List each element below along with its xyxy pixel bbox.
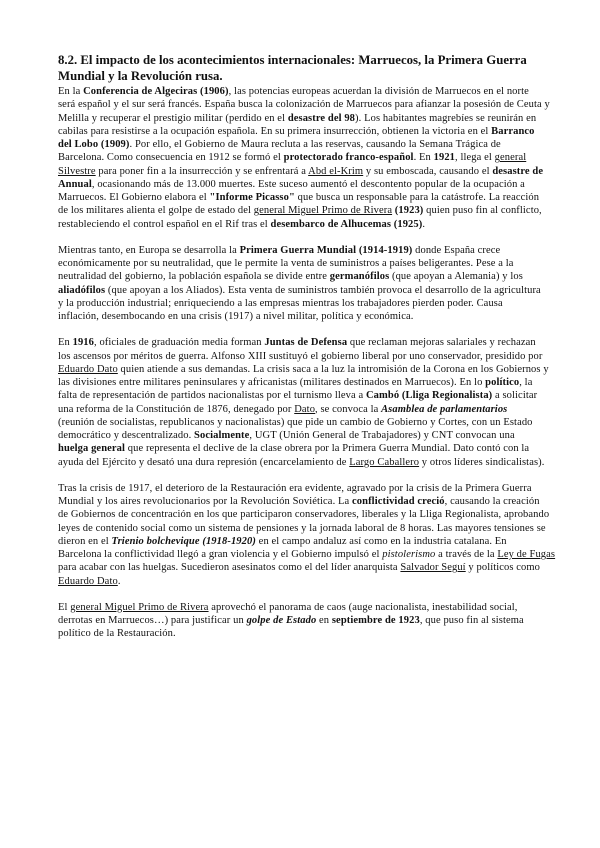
text-run: leyes de contenido social como un sistema de pensiones y la jornada laboral de 8 horas. Las mayores tensiones se	[58, 522, 546, 534]
bold-term: desembarco de Alhucemas (1925)	[270, 218, 423, 230]
text-run: restableciendo el control español en el Rif tras el	[58, 218, 271, 230]
text-run: En la	[58, 86, 84, 97]
bold-term: 1921	[433, 152, 456, 164]
text-run: para acabar con las huelgas. Sucedieron asesinatos como el del líder anarquista	[58, 562, 401, 574]
bold-term: Cambó (Lliga Regionalista)	[366, 390, 493, 402]
text-line	[58, 310, 558, 323]
text-run: Mundial y los aires revolucionarios por la Revolución Soviética. La	[58, 496, 353, 507]
bold-term: "Informe Picasso"	[209, 192, 295, 203]
text-line	[58, 125, 558, 138]
text-line	[58, 495, 558, 508]
paragraph	[58, 244, 558, 324]
text-run: . Por ello, el Gobierno de Maura recluta a las reservas, causando la Semana Trágica de	[129, 139, 501, 150]
underlined-name: Largo Caballero	[349, 456, 420, 468]
bold-term: Primera Guerra Mundial (1914-1919)	[239, 244, 413, 256]
text-run: Tras la crisis de 1917, el deterioro de la Restauración era evidente, agravado por la crisis de la Primera Guerra	[58, 482, 532, 494]
text-run: que representa el declive de la clase obrera por la Primera Guerra Mundial. Dato contó con la	[125, 443, 530, 455]
text-run: neutralidad del gobierno, la población española se divide entre	[58, 271, 330, 283]
text-run: , UGT (Unión General de Trabajadores) y CNT convocan una	[249, 430, 515, 441]
underlined-name: Ley de Fugas	[497, 549, 556, 560]
bold-term: huelga general	[58, 443, 126, 455]
bold-italic-term: Asamblea de parlamentarios	[381, 403, 508, 415]
text-run: ayuda del Ejército y desató una dura represión (encarcelamiento de	[58, 456, 350, 468]
text-line	[58, 244, 558, 257]
bold-term: germanófilos	[329, 271, 390, 283]
text-run: , se convoca la	[315, 403, 382, 415]
text-run: y políticos como	[465, 562, 541, 574]
bold-term: conflictividad creció	[352, 496, 445, 507]
underlined-name: Silvestre	[58, 165, 96, 177]
bold-term: desastre del 98	[287, 112, 356, 124]
text-run: aprovechó el panorama de caos (auge nacionalista, inestabilidad social,	[208, 601, 518, 613]
text-run: Mientras tanto, en Europa se desarrolla la	[58, 244, 240, 256]
text-run: y su emboscada, causando el	[363, 165, 493, 177]
document-body	[58, 52, 558, 641]
text-run: falta de representación de partidos nacionalistas por el turnismo lleva a	[58, 390, 366, 402]
bold-term: Conferencia de Algeciras (1906)	[83, 86, 229, 97]
bold-term: protectorado franco-español	[283, 152, 414, 164]
text-line	[58, 482, 558, 495]
text-run: Barcelona la conflictividad llegó a gran violencia y el Gobierno impulsó el	[58, 549, 383, 560]
bold-term: Annual	[58, 178, 92, 190]
text-run: derrotas en Marruecos…) para justificar un	[58, 615, 247, 626]
text-line	[58, 284, 558, 297]
text-run: (que apoyan a los Aliados). Esta venta de suministros también provoca el desarrollo de la agricultura	[105, 284, 541, 296]
text-run: , las potencias europeas acuerdan la división de Marruecos en el norte	[228, 86, 529, 97]
text-line	[58, 138, 558, 151]
text-line	[58, 85, 558, 98]
text-line	[58, 403, 558, 416]
text-line	[58, 257, 558, 270]
text-run: las divisiones entre militares peninsulares y africanistas (militares destinados en Marruecos). En lo	[58, 377, 486, 388]
text-line	[58, 204, 558, 217]
text-run: quien puso fin al conflicto,	[423, 205, 542, 217]
text-run: dieron en el	[58, 535, 112, 547]
text-run: .	[422, 218, 426, 230]
text-run: y otros líderes sindicalistas).	[419, 456, 545, 468]
text-line	[58, 376, 558, 389]
text-run: los ascensos por méritos de guerra. Alfonso XIII sustituyó el gobierno liberal por uno conservador, presidido por	[58, 350, 543, 362]
text-run: económicamente por su neutralidad, que le permite la venta de suministros a países beligerantes. Pese a la	[58, 258, 514, 269]
bold-term: septiembre de 1923	[331, 615, 420, 626]
text-run: cabilas para resistirse a la ocupación española. En su primera insurrección, obtienen la victoria en el	[58, 125, 492, 137]
text-run: , que puso fin al sistema	[419, 615, 524, 626]
text-run: En	[58, 337, 73, 349]
text-run: , causando la creación	[444, 496, 540, 507]
paragraph	[58, 336, 558, 469]
text-run: , ocasionando más de 13.000 muertes. Este suceso aumentó el descontento popular de la ocupación a	[91, 178, 525, 190]
bold-italic-term: Trienio bolchevique (1918-1920)	[111, 535, 256, 547]
bold-italic-term: golpe de Estado	[246, 615, 317, 626]
text-run: en	[316, 615, 332, 626]
text-run: que busca un responsable para la catástrofe. La reacción	[294, 192, 540, 203]
bold-term: desastre de	[492, 165, 544, 177]
text-line	[58, 535, 558, 548]
text-run: .	[117, 575, 121, 587]
text-line	[58, 112, 558, 125]
text-line	[58, 614, 558, 627]
text-run: que reclaman mejoras salariales y rechazan	[347, 337, 536, 349]
bold-term: Socialmente	[194, 430, 250, 441]
text-line	[58, 456, 558, 469]
bold-term: Juntas de Defensa	[264, 337, 348, 349]
underlined-name: general	[494, 152, 527, 164]
bold-term: (1923)	[392, 205, 424, 217]
text-run: , la	[519, 377, 533, 388]
bold-term: del Lobo (1909)	[58, 139, 130, 150]
bold-term: político	[485, 377, 520, 388]
text-run: Barcelona. Como consecuencia en 1912 se formó el	[58, 152, 284, 164]
text-run: . En	[413, 152, 434, 164]
underlined-name: general Miguel Primo de Rivera	[70, 601, 209, 613]
underlined-name: Abd el-Krim	[308, 165, 364, 177]
text-line	[58, 218, 558, 231]
paragraph	[58, 85, 558, 231]
text-run: a través de la	[435, 549, 498, 560]
text-run: quien atiende a sus demandas. La crisis saca a la luz la intromisión de la Corona en los Gobiernos y	[117, 363, 549, 375]
text-line	[58, 508, 558, 521]
text-run: y la producción industrial; enriqueciendo a las empresas mientras los trabajadores pierden poder. Causa	[58, 297, 503, 309]
section-title: 8.2. El impacto de los acontecimientos internacionales: Marruecos, la Primera Guerra Mundial y la Revolución rusa.	[58, 53, 527, 83]
text-line	[58, 165, 558, 178]
text-run: ). Los habitantes magrebíes se reunirán en	[355, 112, 537, 124]
text-line	[58, 389, 558, 402]
text-run: (que apoyan a Alemania) y los	[389, 271, 523, 283]
underlined-name: Dato	[294, 403, 316, 415]
text-run: será español y el sur será francés. España busca la colonización de Marruecos para afianzar la posesión de Ceuta y	[58, 99, 550, 111]
text-line	[58, 350, 558, 363]
text-run: en el campo andaluz así como en la industria catalana. En	[255, 535, 507, 547]
text-line	[58, 151, 558, 164]
underlined-name: Eduardo Dato	[58, 575, 118, 587]
underlined-name: Eduardo Dato	[58, 363, 118, 375]
text-line	[58, 442, 558, 455]
text-run: político de la Restauración.	[58, 628, 176, 640]
text-run: de Gobiernos de concentración en los que participaron conservadores, liberales y la Lliga Regionalista, aprobando	[58, 509, 550, 521]
text-run: , oficiales de graduación media forman	[94, 337, 265, 349]
text-line	[58, 416, 558, 429]
bold-term: 1916	[72, 337, 94, 349]
text-run: para poner fin a la insurrección y se enfrentará a	[95, 165, 309, 177]
text-line	[58, 336, 558, 349]
text-line	[58, 627, 558, 640]
text-line	[58, 429, 558, 442]
text-run: Melilla y recuperar el prestigio militar (perdido en el	[58, 112, 288, 124]
text-line	[58, 297, 558, 310]
bold-term: Barranco	[491, 125, 535, 137]
text-line	[58, 548, 558, 561]
text-line	[58, 363, 558, 376]
text-line	[58, 98, 558, 111]
text-line	[58, 178, 558, 191]
text-line	[58, 601, 558, 614]
underlined-name: general Miguel Primo de Rivera	[253, 205, 393, 217]
text-run: donde España crece	[412, 244, 501, 256]
text-run: una reforma de la Constitución de 1876, denegado por	[58, 403, 295, 415]
text-run: de los militares alienta el golpe de estado del	[58, 205, 254, 217]
text-line	[58, 561, 558, 574]
text-line	[58, 191, 558, 204]
text-run: (reunión de socialistas, republicanos y nacionalistas) que pide un cambio de Gobierno y Cortes, con un Estado	[58, 416, 533, 428]
text-line	[58, 270, 558, 283]
bold-term: aliadófilos	[58, 284, 106, 296]
italic-term: pistolerismo	[382, 549, 436, 560]
text-line	[58, 575, 558, 588]
text-run: Marruecos. El Gobierno elabora el	[58, 192, 210, 203]
underlined-name: Salvador Seguí	[400, 562, 466, 574]
text-line	[58, 522, 558, 535]
text-run: El	[58, 601, 71, 613]
text-run: inflación, desembocando en una crisis (1917) a nivel militar, política y económica.	[58, 311, 414, 322]
text-run: a solicitar	[492, 390, 538, 402]
text-run: , llega el	[455, 152, 495, 164]
text-run: democrático y descentralizado.	[58, 430, 195, 441]
paragraph	[58, 601, 558, 641]
paragraph	[58, 482, 558, 588]
